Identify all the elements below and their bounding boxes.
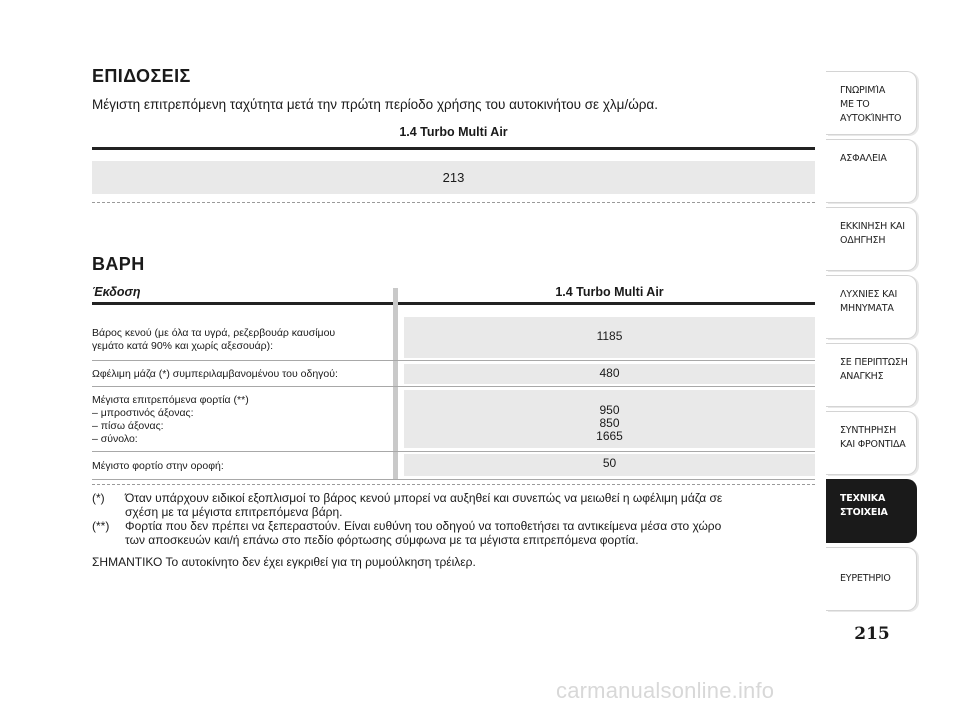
label-line: Ωφέλιμη μάζα (*) συμπεριλαμβανομένου του οδηγού: bbox=[92, 368, 338, 380]
tab-warning-lights[interactable]: ΛΥΧΝΙΕΣ ΚΑΙ ΜΗΝΥΜΑΤΑ bbox=[826, 275, 917, 339]
footnotes bbox=[92, 491, 815, 569]
label-line: – πίσω άξονας: bbox=[92, 420, 164, 432]
table-row-label-curb-weight bbox=[92, 327, 387, 353]
table-row-label-roof-load bbox=[92, 460, 387, 473]
performance-title: ΕΠΙΔΟΣΕΙΣ bbox=[92, 66, 191, 86]
footnote-mark: (*) bbox=[92, 491, 105, 505]
weights-table-rule bbox=[92, 302, 815, 305]
speed-table-rule bbox=[92, 147, 815, 150]
row-separator bbox=[92, 386, 815, 387]
footnote-line: σχέση με τα μέγιστα επιτρεπόμενα βάρη. bbox=[125, 505, 343, 519]
section-divider bbox=[92, 202, 815, 203]
label-line: γεμάτο κατά 90% και χωρίς αξεσουάρ): bbox=[92, 340, 274, 352]
table-row-value-roof-load: 50 bbox=[602, 456, 617, 470]
footnote-line: Όταν υπάρχουν ειδικοί εξοπλισμοί το βάρος κενού μπορεί να αυξηθεί και συνεπώς να μειωθεί η ωφέλιμη μάζα σε bbox=[125, 491, 723, 505]
page-number: 215 bbox=[854, 624, 890, 644]
label-line: Μέγιστα επιτρεπόμενα φορτία (**) bbox=[92, 394, 249, 406]
max-speed-cell bbox=[92, 161, 815, 194]
footnote-mark: (**) bbox=[92, 519, 110, 533]
label-line: Μέγιστο φορτίο στην οροφή: bbox=[92, 460, 224, 472]
speed-intro: Μέγιστη επιτρεπόμενη ταχύτητα μετά την πρώτη περίοδο χρήσης του αυτοκινήτου σε χλμ/ώρα. bbox=[92, 97, 658, 112]
tab-emergency[interactable]: ΣΕ ΠΕΡΙΠΤΩΣΗ ΑΝΑΓΚΗΣ bbox=[826, 343, 917, 407]
table-row-label-max-loads bbox=[92, 394, 387, 446]
table-row-value-max-loads bbox=[404, 404, 815, 443]
value-total: 1665 bbox=[596, 429, 623, 443]
value-front-axle: 950 bbox=[599, 403, 620, 417]
tab-safety[interactable]: ΑΣΦΑΛΕΙΑ bbox=[826, 139, 917, 203]
table-row-label-payload bbox=[92, 368, 387, 381]
tab-getting-to-know[interactable]: ΓΝΩΡΙΜΊΑ ΜΕ ΤΟ ΑΥΤΟΚΊΝΗΤΟ bbox=[826, 71, 917, 135]
important-notice: ΣΗΜΑΝΤΙΚΟ Το αυτοκίνητο δεν έχει εγκριθεί για τη ρυμούλκηση τρέιλερ. bbox=[92, 555, 476, 569]
value-rear-axle: 850 bbox=[599, 416, 620, 430]
engine-column-header: 1.4 Turbo Multi Air bbox=[555, 285, 664, 299]
tab-starting-driving[interactable]: ΕΚΚΙΝΗΣΗ ΚΑΙ ΟΔΗΓΗΣΗ bbox=[826, 207, 917, 271]
row-separator bbox=[92, 479, 815, 480]
row-separator bbox=[92, 360, 815, 361]
max-speed-value: 213 bbox=[442, 170, 465, 185]
table-row-value-curb-weight: 1185 bbox=[596, 329, 623, 343]
watermark: carmanualsonline.info bbox=[556, 678, 775, 703]
footnote-line: Φορτία που δεν πρέπει να ξεπεραστούν. Είναι ευθύνη του οδηγού να τοποθετήσει τα αντικείμενα μέσα στο χώρο bbox=[125, 519, 722, 533]
footnote-text bbox=[125, 491, 815, 519]
row-separator bbox=[92, 451, 815, 452]
footnote-1 bbox=[92, 491, 815, 519]
table-end-divider bbox=[92, 484, 815, 485]
tab-index[interactable]: ΕΥΡΕΤΗΡΙΟ bbox=[826, 547, 917, 611]
footnote-2 bbox=[92, 519, 815, 547]
label-line: – σύνολο: bbox=[92, 433, 138, 445]
footnote-text bbox=[125, 519, 815, 547]
tab-technical-data[interactable]: ΤΕΧΝΙΚΑ ΣΤΟΙΧΕΙΑ bbox=[826, 479, 917, 543]
speed-engine-header: 1.4 Turbo Multi Air bbox=[399, 125, 508, 139]
tab-maintenance[interactable]: ΣΥΝΤΗΡΗΣΗ ΚΑΙ ΦΡΟΝΤΙΔΑ bbox=[826, 411, 917, 475]
table-row-value-payload: 480 bbox=[599, 366, 620, 380]
label-line: – μπροστινός άξονας: bbox=[92, 407, 194, 419]
weights-title: ΒΑΡΗ bbox=[92, 254, 145, 274]
label-line: Βάρος κενού (με όλα τα υγρά, ρεζερβουάρ καυσίμου bbox=[92, 327, 336, 339]
version-column-header: Έκδοση bbox=[92, 285, 141, 299]
footnote-line: των αποσκευών και/ή επάνω στο πεδίο φόρτωσης σύμφωνα με τα μέγιστα επιτρεπόμενα φορτία. bbox=[125, 533, 639, 547]
